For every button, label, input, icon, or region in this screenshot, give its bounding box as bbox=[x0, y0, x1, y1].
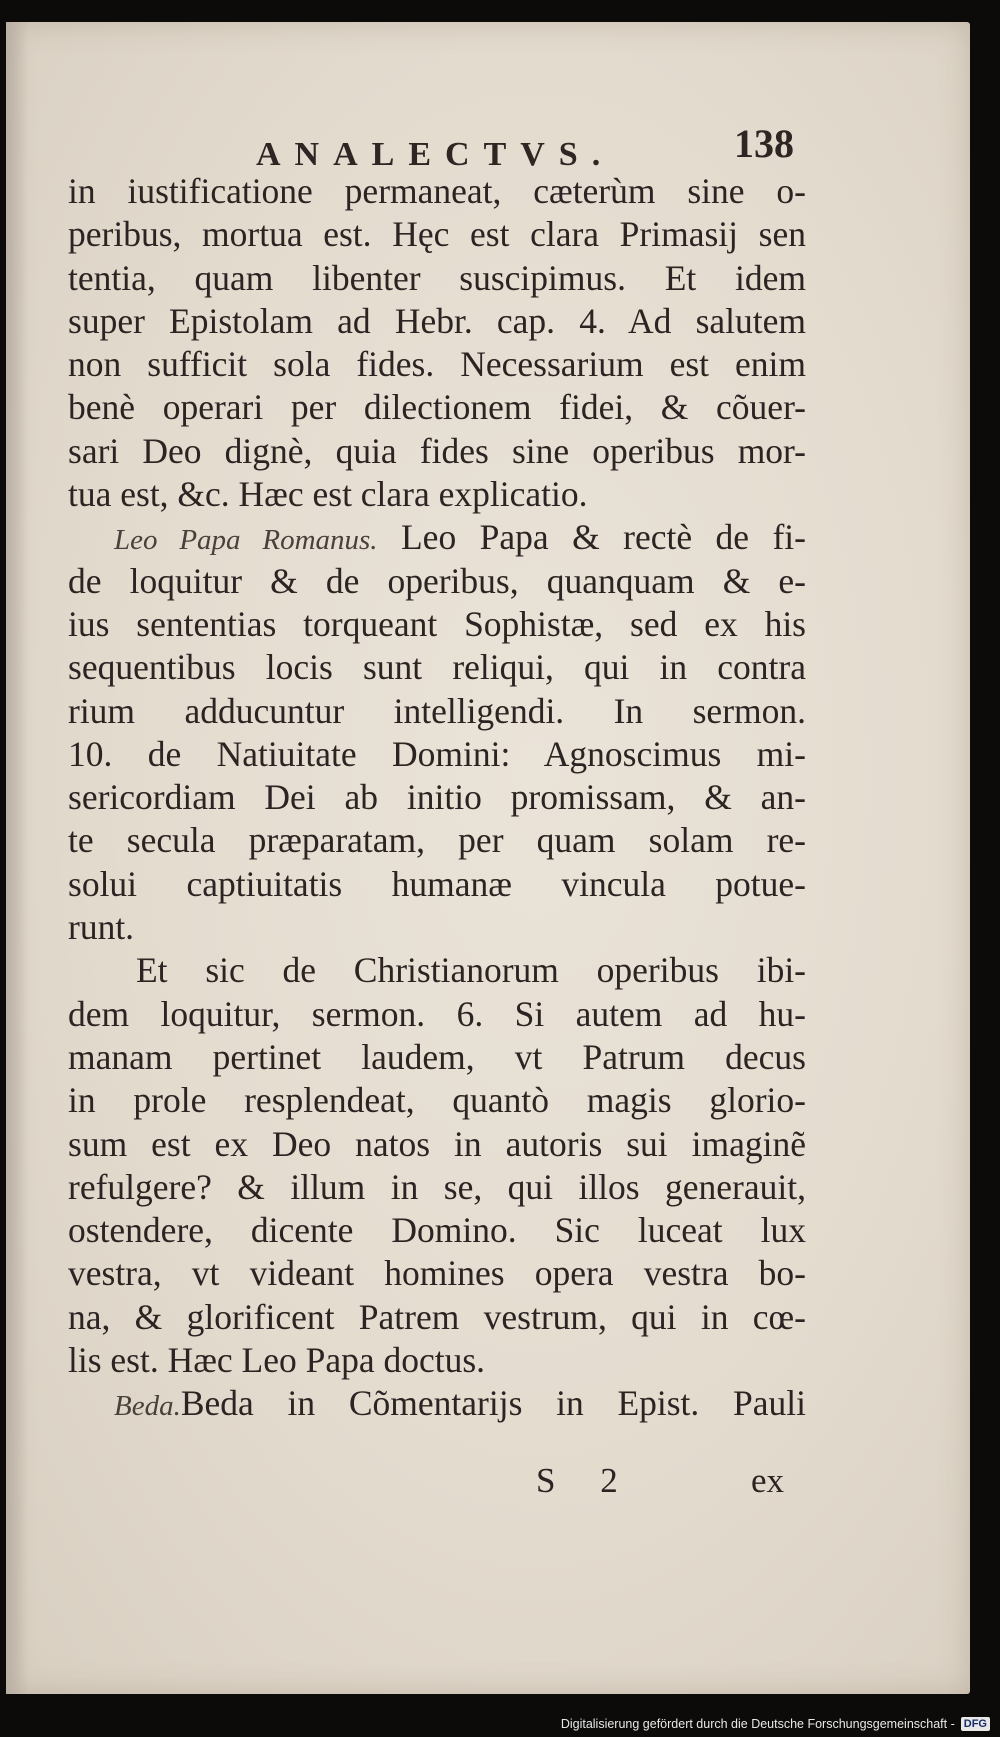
text-line: te secula præparatam, per quam solam re- bbox=[68, 820, 806, 861]
text-line: manam pertinet laudem, vt Patrum decus bbox=[68, 1036, 806, 1077]
text-line: tua est, &c. Hæc est clara explicatio. bbox=[68, 474, 588, 515]
text-line: super Epistolam ad Hebr. cap. 4. Ad salutem bbox=[68, 300, 806, 341]
text-line bbox=[68, 516, 806, 559]
text-line: solui captiuitatis humanæ vincula potue- bbox=[68, 863, 806, 904]
text-line: Et sic de Christianorum operibus ibi- bbox=[136, 950, 806, 991]
digitization-credit bbox=[561, 1717, 990, 1731]
book-page bbox=[6, 22, 970, 1694]
signature-mark: S 2 bbox=[536, 1461, 636, 1500]
text-line: sum est ex Deo natos in autoris sui imaginẽ bbox=[68, 1123, 806, 1164]
text-line: 10. de Natiuitate Domini: Agnoscimus mi- bbox=[68, 733, 806, 774]
body-text bbox=[68, 170, 806, 1426]
running-title: ANALECTVS. bbox=[256, 136, 615, 173]
marginal-note-leo: Leo Papa Romanus. bbox=[114, 524, 378, 557]
text-line: dem loquitur, sermon. 6. Si autem ad hu- bbox=[68, 993, 806, 1034]
credit-text: Digitalisierung gefördert durch die Deutsche Forschungsgemeinschaft - bbox=[560, 1717, 955, 1731]
dfg-logo: DFG bbox=[961, 1717, 990, 1731]
catchword: ex bbox=[751, 1461, 785, 1500]
text-line: sari Deo dignè, quia fides sine operibus mor- bbox=[68, 430, 806, 471]
text-line: in iustificatione permaneat, cæterùm sine o- bbox=[68, 171, 806, 211]
text-line: in prole resplendeat, quantò magis glorio- bbox=[68, 1080, 806, 1121]
text-line: benè operari per dilectionem fidei, & cõuer- bbox=[68, 387, 806, 428]
text-line: sequentibus locis sunt reliqui, qui in contra bbox=[68, 647, 806, 688]
text-line-content: Beda in Cõmentarijs in Epist. Pauli bbox=[180, 1383, 806, 1424]
text-line: tentia, quam libenter suscipimus. Et idem bbox=[68, 257, 806, 298]
text-line: refulgere? & illum in se, qui illos generauit, bbox=[68, 1166, 806, 1207]
text-line: na, & glorificent Patrem vestrum, qui in cœ- bbox=[68, 1296, 806, 1337]
text-line-content: Leo Papa & rectè de fi- bbox=[401, 517, 806, 558]
text-line bbox=[68, 1382, 806, 1425]
marginal-note-beda: Beda. bbox=[114, 1390, 181, 1423]
text-line: lis est. Hæc Leo Papa doctus. bbox=[68, 1340, 486, 1381]
text-line: non sufficit sola fides. Necessarium est enim bbox=[68, 344, 806, 385]
text-line: runt. bbox=[68, 907, 135, 948]
text-line: rium adducuntur intelligendi. In sermon. bbox=[68, 690, 806, 731]
text-line: ostendere, dicente Domino. Sic luceat lux bbox=[68, 1210, 806, 1251]
text-line: sericordiam Dei ab initio promissam, & an- bbox=[68, 777, 806, 818]
page-header bbox=[6, 104, 970, 173]
text-line: ius sententias torqueant Sophistæ, sed ex his bbox=[68, 603, 806, 644]
text-line: de loquitur & de operibus, quanquam & e- bbox=[68, 560, 806, 601]
text-line: peribus, mortua est. Hęc est clara Primasij sen bbox=[68, 214, 806, 255]
page-number: 138 bbox=[734, 121, 794, 166]
text-line: vestra, vt videant homines opera vestra bo- bbox=[68, 1253, 806, 1294]
